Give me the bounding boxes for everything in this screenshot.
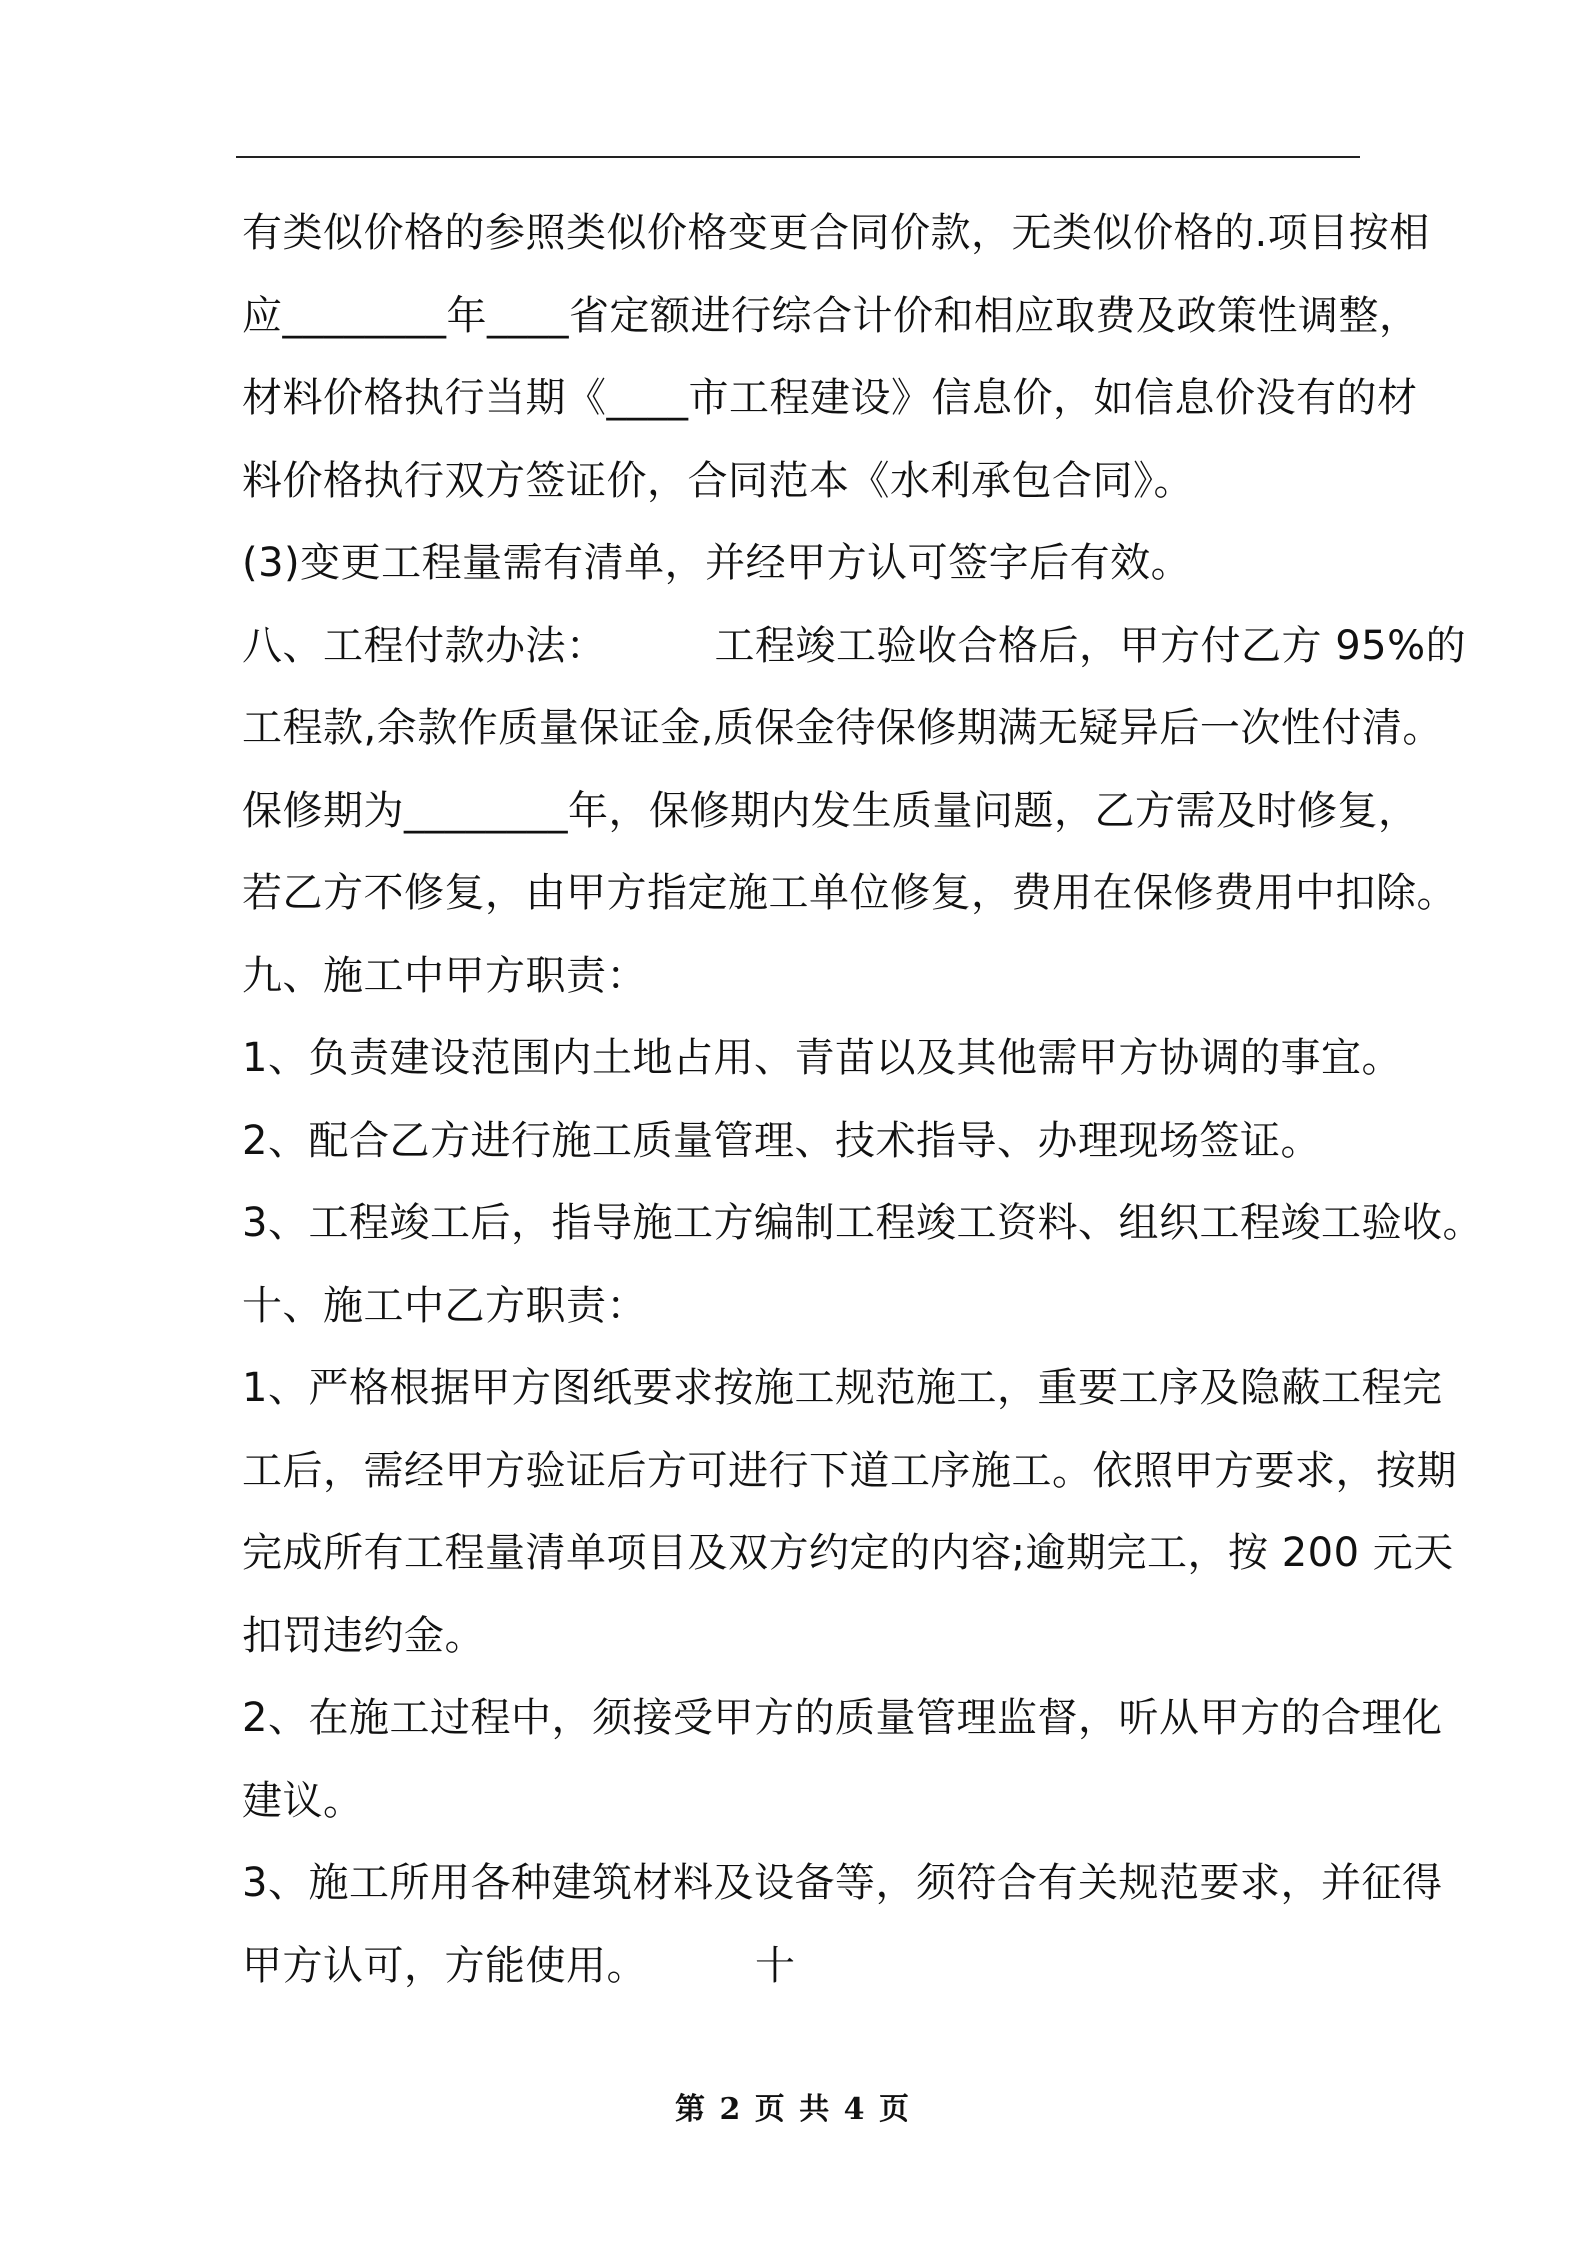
text-line-9: 若乙方不修复，由甲方指定施工单位修复，费用在保修费用中扣除。 [242, 870, 1457, 916]
section-heading-payment: 八、工程付款办法： [242, 622, 607, 669]
text-line-4: 料价格执行双方签证价，合同范本《水利承包合同》。 [242, 457, 1194, 504]
text-line-8: 保修期为________年，保修期内发生质量问题，乙方需及时修复， [242, 787, 1419, 834]
text-line-7: 工程款,余款作质量保证金,质保金待保修期满无疑异后一次性付清。 [242, 705, 1443, 751]
text-line-17: 完成所有工程量清单项目及双方约定的内容;逾期完工，按 200 元天 [242, 1530, 1454, 1576]
text-line-15: 1、严格根据甲方图纸要求按施工规范施工，重要工序及隐蔽工程完 [242, 1365, 1443, 1411]
text-line-12: 2、配合乙方进行施工质量管理、技术指导、办理现场签证。 [242, 1117, 1321, 1164]
text-line-3: 材料价格执行当期《____市工程建设》信息价，如信息价没有的材 [242, 375, 1418, 421]
text-line-21: 3、施工所用各种建筑材料及设备等，须符合有关规范要求，并征得 [242, 1860, 1443, 1906]
text-line-13: 3、工程竣工后，指导施工方编制工程竣工资料、组织工程竣工验收。 [242, 1200, 1483, 1246]
last-line-text: 甲方认可，方能使用。 [242, 1942, 647, 1989]
text-line-22 [242, 1925, 1372, 2008]
text-line-19: 2、在施工过程中，须接受甲方的质量管理监督，听从甲方的合理化 [242, 1695, 1443, 1741]
text-line-20: 建议。 [242, 1777, 364, 1824]
text-line-11: 1、负责建设范围内土地占用、青苗以及其他需甲方协调的事宜。 [242, 1035, 1402, 1081]
header-rule [236, 156, 1360, 158]
page-number-footer: 第 2 页 共 4 页 [675, 2092, 911, 2127]
text-line-2: 应________年____省定额进行综合计价和相应取费及政策性调整， [242, 292, 1420, 339]
document-body [242, 192, 1483, 2007]
section-heading-party-a: 九、施工中甲方职责： [242, 952, 647, 999]
text-line-18: 扣罚违约金。 [242, 1612, 485, 1659]
payment-terms-text: 工程竣工验收合格后，甲方付乙方 95%的 [714, 622, 1467, 669]
text-line-1: 有类似价格的参照类似价格变更合同价款，无类似价格的.项目按相 [242, 210, 1430, 256]
section-heading-party-b: 十、施工中乙方职责： [242, 1282, 647, 1329]
text-line-6 [242, 605, 1467, 688]
next-section-number: 十 [755, 1942, 796, 1989]
text-line-5: (3)变更工程量需有清单，并经甲方认可签字后有效。 [242, 540, 1192, 586]
text-line-16: 工后，需经甲方验证后方可进行下道工序施工。依照甲方要求，按期 [242, 1447, 1457, 1494]
